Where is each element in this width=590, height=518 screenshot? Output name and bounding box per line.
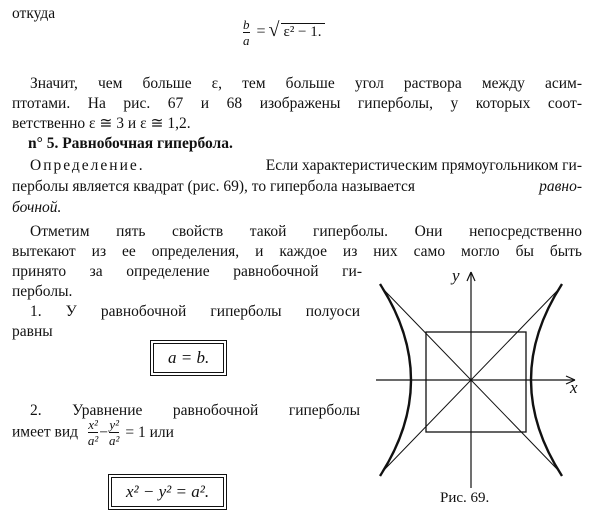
property-2-line-1: 2. Уравнение равнобочной гиперболы xyxy=(30,402,360,419)
section-heading: n° 5. Равнобочная гипербола. xyxy=(28,135,233,152)
fraction-y2-a2 xyxy=(109,418,119,447)
paragraph-2-line-1: Отметим пять свойств такой гиперболы. Они непосредственно xyxy=(30,223,582,240)
equals-sign: = xyxy=(256,23,266,41)
denominator-a2-1: a² xyxy=(87,433,99,448)
formula-a-equals-b: a = b. xyxy=(153,343,224,373)
numerator-y2: y² xyxy=(109,417,120,432)
paragraph-2-line-4: перболы. xyxy=(12,283,73,300)
paragraph-1-line-2: птотами. На рис. 67 и 68 изображены гиперболы, у которых соот- xyxy=(12,95,582,112)
paragraph-2-line-2: вытекают из ее определения, и каждое из них само могло бы быть xyxy=(12,243,582,260)
property-2-line-2 xyxy=(12,418,174,447)
sqrt-radicand: ε² − 1. xyxy=(281,23,325,41)
formula-ratio xyxy=(243,18,325,47)
paragraph-2-line-3: принято за определение равнобочной ги- xyxy=(12,263,362,280)
word-otkuda: откуда xyxy=(12,5,56,22)
axis-y-label: y xyxy=(452,266,460,285)
boxed-formula-x2-minus-y2 xyxy=(108,474,227,510)
definition-term-1: равно- xyxy=(539,178,582,195)
denominator: a xyxy=(243,33,250,48)
formula-x2-minus-y2: x² − y² = a². xyxy=(111,477,224,507)
definition-text-2: перболы является квадрат (рис. 69), то гипербола называется xyxy=(12,178,415,195)
fraction-x2-a2 xyxy=(88,418,98,447)
property-1-line-2: равны xyxy=(12,323,53,340)
definition-label: Определение. xyxy=(30,157,145,174)
hyperbola-figure xyxy=(370,266,585,488)
property-2-text: имеет вид xyxy=(12,423,79,441)
boxed-formula-a-equals-b xyxy=(150,340,227,376)
axis-x-label: x xyxy=(570,378,578,397)
property-1-line-1: 1. У равнобочной гиперболы полуоси xyxy=(30,303,360,320)
characteristic-square xyxy=(426,332,526,432)
numerator-x2: x² xyxy=(88,417,98,432)
definition-term-2: бочной. xyxy=(12,199,62,216)
definition-line-2 xyxy=(12,177,582,197)
definition-line-1 xyxy=(30,156,582,176)
definition-text-1: Если характеристическим прямоугольником ги- xyxy=(265,157,582,174)
paragraph-1-line-3: ветственно ε ≅ 3 и ε ≅ 1,2. xyxy=(12,115,191,132)
denominator-a2-2: a² xyxy=(109,433,120,448)
figure-caption: Рис. 69. xyxy=(440,490,490,506)
equation-rest: = 1 или xyxy=(125,423,174,441)
figure-69 xyxy=(370,266,585,488)
sqrt-sign: √ xyxy=(268,19,280,42)
paragraph-1-line-1: Значит, чем больше ε, тем больше угол раствора между асим- xyxy=(30,75,582,92)
minus-sign: − xyxy=(99,423,109,441)
numerator: b xyxy=(243,17,250,32)
fraction-b-over-a xyxy=(243,18,250,47)
